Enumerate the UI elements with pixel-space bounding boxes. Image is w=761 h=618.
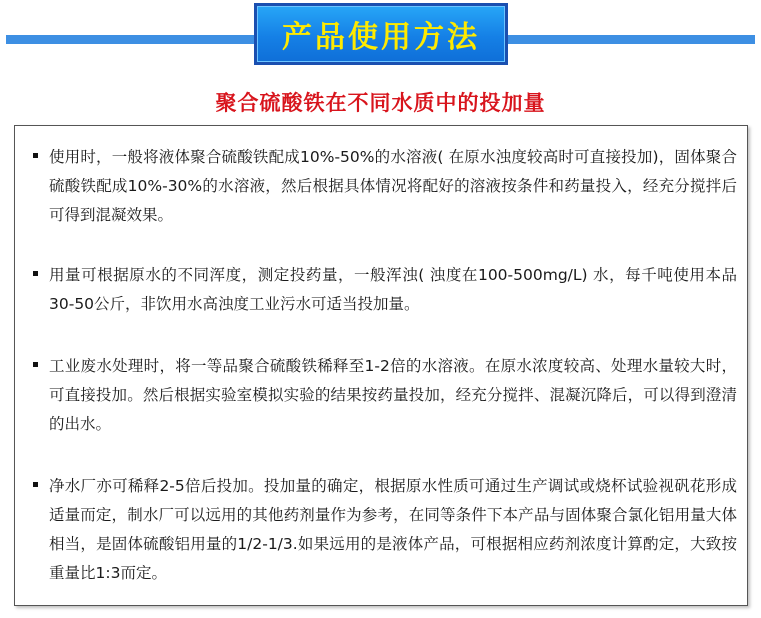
title-badge (254, 3, 508, 65)
bullet-icon (33, 482, 38, 487)
content-panel (14, 125, 748, 606)
list-item-text: 使用时，一般将液体聚合硫酸铁配成10%-50%的水溶液( 在原水浊度较高时可直接投加)，固体聚合硫酸铁配成10%-30%的水溶液，然后根据具体情况将配好的溶液按条件和药量投入，经充分搅拌后可得到混凝效果。 (49, 148, 737, 224)
bullet-icon (33, 271, 38, 276)
section-subtitle: 聚合硫酸铁在不同水质中的投加量 (215, 91, 546, 115)
list-item (25, 143, 737, 230)
list-item (25, 472, 737, 588)
bullet-icon (33, 153, 38, 158)
list-item (25, 352, 737, 439)
list-item-text: 用量可根据原水的不同浑度，测定投药量，一般浑浊( 浊度在100-500mg/L) 水，每千吨使用本品30-50公斤，非饮用水高浊度工业污水可适当投加量。 (49, 266, 737, 313)
list-item-text: 工业废水处理时，将一等品聚合硫酸铁稀释至1-2倍的水溶液。在原水浓度较高、处理水量较大时，可直接投加。然后根据实验室模拟实验的结果按药量投加，经充分搅拌、混凝沉降后，可以得到澄清的出水。 (49, 357, 737, 433)
list-item-text: 净水厂亦可稀释2-5倍后投加。投加量的确定，根据原水性质可通过生产调试或烧杯试验视矾花形成适量而定，制水厂可以远用的其他药剂量作为参考，在同等条件下本产品与固体聚合氯化铝用量大体相当，是固体硫酸铝用量的1/2-1/3.如果远用的是液体产品，可根据相应药剂浓度计算酌定，大致按重量比1:3而定。 (49, 477, 737, 582)
bullet-icon (33, 362, 38, 367)
page-title: 产品使用方法 (282, 20, 480, 55)
list-item (25, 261, 737, 319)
